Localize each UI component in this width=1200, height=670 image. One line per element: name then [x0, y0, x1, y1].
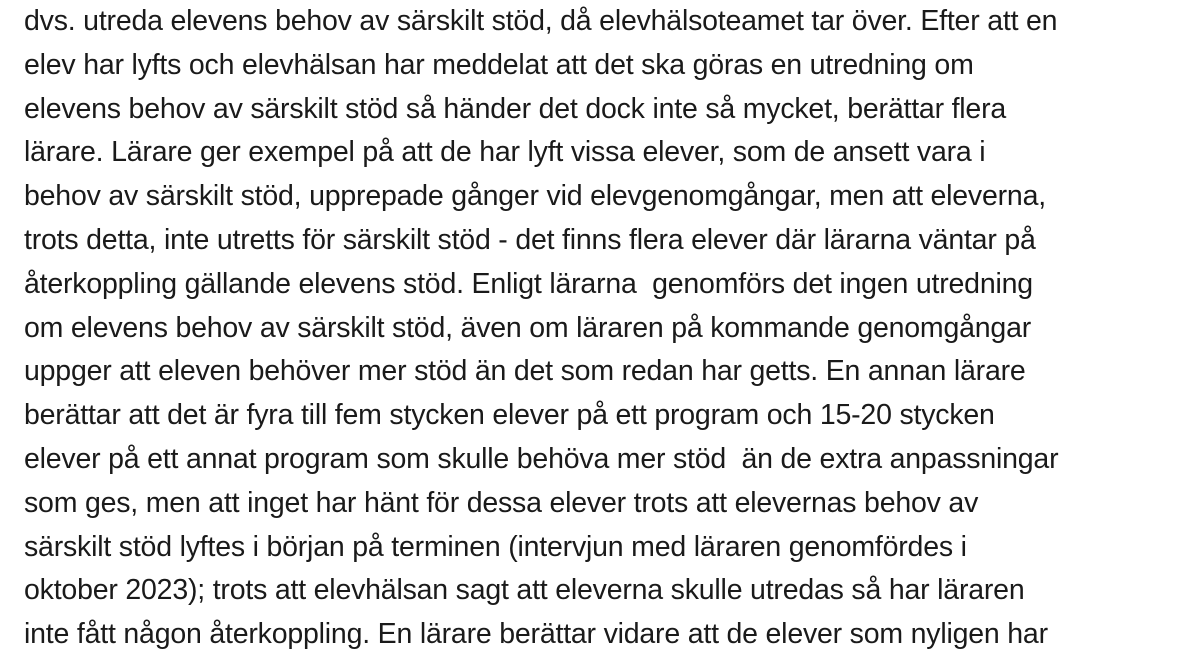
text-line: berättar att det är fyra till fem stycken elever på ett program och 15-20 stycken [24, 399, 995, 432]
text-line: dvs. utreda elevens behov av särskilt stöd, då elevhälsoteamet tar över. Efter att en [24, 5, 1058, 37]
text-line: lärare. Lärare ger exempel på att de har lyft vissa elever, som de ansett vara i [24, 136, 986, 169]
text-line: elever på ett annat program som skulle behöva mer stöd än de extra anpassningar [24, 442, 1059, 475]
document-page [24, 0, 1194, 670]
body-paragraph [24, 0, 1194, 657]
text-line: behov av särskilt stöd, upprepade gånger vid elevgenomgångar, men att eleverna, [24, 180, 1046, 213]
text-line: elev har lyfts och elevhälsan har meddelat att det ska göras en utredning om [24, 48, 974, 81]
text-line: oktober 2023); trots att elevhälsan sagt att eleverna skulle utredas så har läraren [24, 574, 1025, 607]
text-line: om elevens behov av särskilt stöd, även om läraren på kommande genomgångar [24, 311, 1032, 344]
text-line: inte fått någon återkoppling. En lärare berättar vidare att de elever som nyligen har [24, 618, 1048, 651]
text-line: uppger att eleven behöver mer stöd än det som redan har getts. En annan lärare [24, 355, 1026, 388]
text-line: trots detta, inte utretts för särskilt stöd - det finns flera elever där lärarna väntar på [24, 223, 1036, 256]
text-line: elevens behov av särskilt stöd så händer det dock inte så mycket, berättar flera [24, 92, 1007, 125]
text-line: återkoppling gällande elevens stöd. Enligt lärarna genomförs det ingen utredning [24, 267, 1033, 300]
text-line: som ges, men att inget har hänt för dessa elever trots att elevernas behov av [24, 486, 979, 519]
text-line: särskilt stöd lyftes i början på terminen (intervjun med läraren genomfördes i [24, 530, 967, 563]
